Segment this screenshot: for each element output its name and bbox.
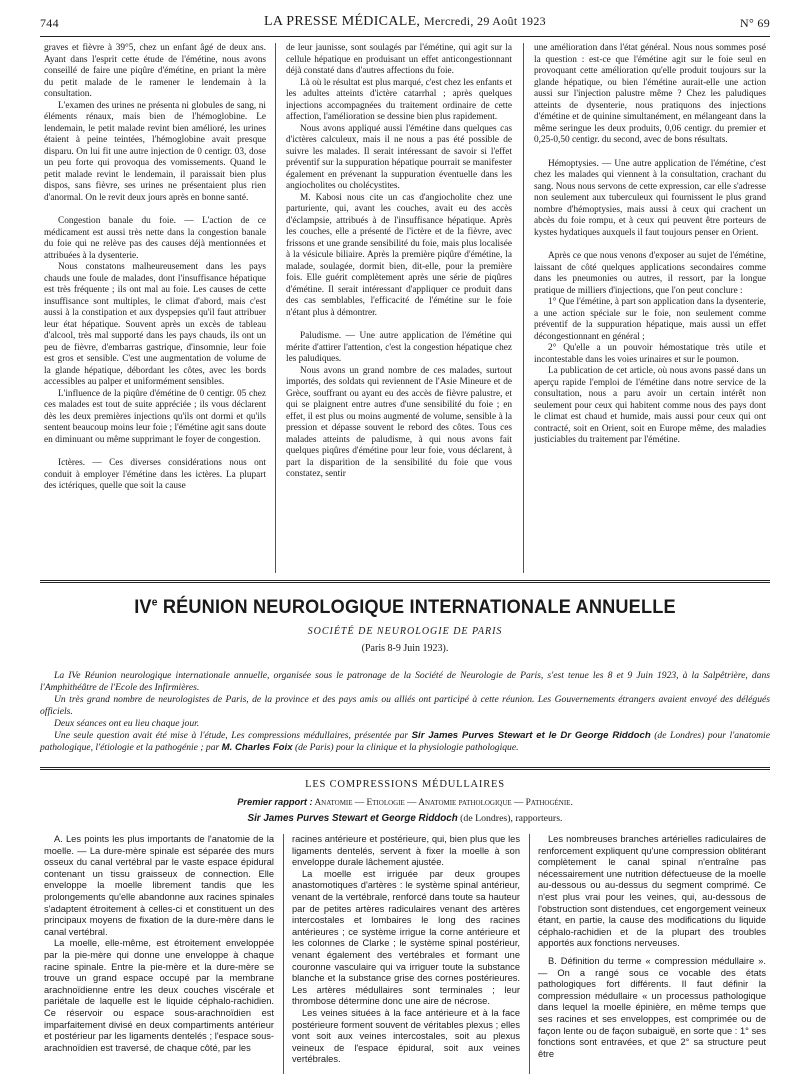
page-header [40, 14, 770, 34]
bottom-column-1 [44, 834, 274, 1074]
report-label: Premier rapport : [237, 797, 313, 807]
issue-number: N° 69 [740, 16, 770, 30]
society-name: SOCIÉTÉ DE NEUROLOGIE DE PARIS [307, 626, 503, 637]
header-rule [40, 36, 770, 37]
rapporteur-names-2: M. Charles Foix [221, 742, 293, 753]
column-divider [275, 43, 276, 573]
rapporteur-names-1: Sir James Purves Stewart et le Dr George Riddoch [411, 730, 651, 741]
intro-paragraph: La IVe Réunion neurologique internationale annuelle, organisée sous le patronage de la Société de Neurologie de Paris, s'est tenue les 8 et 9 Juin 1923, à la Salpêtrière, dans l'Amphithéâtre de l'Ecole des Infirmières. [40, 670, 770, 693]
paragraph-congestion: Congestion banale du foie. — L'action de ce médicament est aussi très nette dans la congestion banale du foie qui ne relève pas des causes déjà mentionnées et attribuées à la dysenterie. [44, 216, 266, 261]
title-rest: RÉUNION NEUROLOGIQUE INTERNATIONALE ANNUELLE [157, 596, 676, 618]
conference-dates: (Paris 8-9 Juin 1923). [361, 643, 449, 654]
top-column-2 [286, 43, 512, 573]
paragraph: Nous avons appliqué aussi l'émétine dans quelques cas d'ictères calculeux, mais il ne nous a pas été possible de suivre les malades. Il serait intéressant de savoir si l'effet préventif sur la suppuration hépatique pourrait se manifester également en prévenant la suppuration éventuelle dans les angiocholites ou cholécystites. [286, 123, 512, 191]
page-number: 744 [40, 16, 59, 30]
paragraph: graves et fièvre à 39°5, chez un enfant âgé de deux ans. Ayant dans l'esprit cette étude de l'émétine, nous avons conseillé de faire une piqûre d'émétine, en priant la mère du petit malade de le ramener le lendemain à la consultation. [44, 43, 266, 99]
intro-text: (de Paris) pour la clinique et la physiologie pathologique. [292, 742, 519, 753]
column-divider [523, 43, 524, 573]
intro-text: Une seule question avait été mise à l'étude, Les compressions médullaires, présentée par [54, 730, 412, 741]
paragraph: Là où le résultat est plus marqué, c'est chez les enfants et les adultes atteints d'ictère catarrhal ; après quelques injections accompagnées du traitement ordinaire de cette affection, l'amélioration se dessine bien plus rapidement. [286, 77, 512, 122]
paragraph: La publication de cet article, où nous avons passé dans un aperçu rapide l'emploi de l'émétine dans notre service de la consultation, nous a paru avoir un certain intérêt non seulement pour ceux qui habitent comme nous des pays dont le climat est chaud et humide, mais aussi pour ceux qui ont contracté, soit en Orient, soit en Europe même, des maladies justiciables du traitement par l'émétine. [534, 366, 766, 445]
paragraph-icteres: Ictères. — Ces diverses considérations nous ont conduit à employer l'émétine dans les ictères. La plupart des ictériques, quelle que soit la cause [44, 458, 266, 491]
report-authors [40, 813, 770, 824]
paragraph: Nous constatons malheureusement dans les pays chauds une foule de malades, dont l'insuffisance hépatique est très fréquente ; ils ont mal au foie. Les causes de cette insuffisance sont multiples, le climat d'abord, mais c'est aussi à la constipation et aux dyspepsies qu'il faut attribuer leur état hépatique. Souvent après un excès de tableau d'alcool, très mal supporté dans les pays chauds, ils ont un peu de fièvre, d'embarras gastrique, d'insomnie, leur foie est gros et sensible. C'est une augmentation de volume de la glande hépatique, débordant les côtes, avec les bords accessibles au palper et uniformément sensibles. [44, 262, 266, 387]
paragraph-hemoptysies: Hémoptysies. — Une autre application de l'émétine, c'est chez les malades qui viennent à la consultation, crachant du sang. Nous nous servons de cette expression, car elle s'adresse non seulement aux tuberculeux qui fournissent le plus grand nombre d'hémoptysies, mais aussi à ceux qui crachent un abcès du foie rompu, et à ceux qui peuvent être porteurs de kystes hydatiques auxquels il faut toujours penser en Orient. [534, 158, 766, 238]
title-roman: IV [134, 596, 152, 618]
top-column-3 [534, 43, 766, 573]
report-topics: Anatomie — Etiologie — Anatomie pathologique — Pathogénie. [312, 798, 573, 808]
author-names: Sir James Purves Stewart et George Riddoch [247, 813, 458, 824]
paragraph-paludisme: Paludisme. — Une autre application de l'émétine qui mérite d'attirer l'attention, c'est la congestion hépatique chez les paludiques. [286, 331, 512, 364]
report-line [40, 797, 770, 808]
conference-title [66, 596, 745, 619]
bottom-column-3 [538, 834, 766, 1074]
section-rule [40, 767, 770, 770]
column-divider [529, 834, 530, 1074]
section-rule [40, 580, 770, 583]
conference-intro [40, 670, 770, 754]
paragraph: 2° Qu'elle a un pouvoir hémostatique très utile et incontestable dans les voies urinaires et sur le poumon. [534, 343, 766, 365]
paragraph: M. Kabosi nous cite un cas d'angiocholite chez une parturiente, qui, avant les couches, avait eu des accès d'éclampsie, attribués à de l'insuffisance hépatique. Après les couches, elle a présenté de l'ictère et de la fièvre, avec frissons et une grande sensibilité du foie, mais plus localisée à la vésicule biliaire. Après la première piqûre d'émétine, la malade, soulagée, dormit bien, dit-elle, pour la première fois. Elle guérit complètement après une série de piqûres d'émétine. Il serait intéressant d'appliquer ce produit dans des cas semblables, l'efficacité de l'émétine sur le foie n'étant plus à démontrer. [286, 192, 512, 318]
intro-paragraph-rapporteurs [40, 730, 770, 754]
paragraph: L'examen des urines ne présenta ni globules de sang, ni éléments rénaux, mais bien de l'hémoglobine. Le lendemain, le petit malade revint bien amélioré, les urines étaient à peine teintées, l'hémoglobine avait presque disparu. On lui fit une autre injection de 0 centigr. 03, dose un peu forte qui provoqua des vomissements. Quand le petit malade revint le lendemain, il paraissait bien plus dispos, sans fièvre, ses urines ne présentaient plus rien d'anormal. On le revit deux jours après en bonne santé. [44, 100, 266, 203]
journal-title: LA PRESSE MÉDICALE, [264, 14, 421, 29]
column-divider [283, 834, 284, 1074]
author-rest: (de Londres), rapporteurs. [457, 813, 563, 824]
paragraph-definition: B. Définition du terme « compression médullaire ». — On a rangé sous ce vocable des états pathologiques fort différents. Il faut définir la compression médullaire « un processus pathologique dans lequel la moelle épinière, en même temps que ses racines et ses enveloppes, est comprimée ou de façon lente ou de façon subaiguë, en sorte que : 1° ses fonctions sont entravées, et que 2° sa structure peut être [538, 955, 766, 1059]
paragraph: La moelle, elle-même, est étroitement enveloppée par la pie-mère qui donne une enveloppe à chaque racine spinale. Entre la pie-mère et la dure-mère se trouve un grand espace occupé par la membrane arachnoïdienne entre les deux couches viscérale et pariétale de laquelle est le liquide céphalo-rachidien. Ce réservoir ou espace sous-arachnoïdien est imparfaitement divisé en deux compartiments antérieur et postérieur par les ligaments dentelés ; l'espace sous-arachnoïdien est traversé, de chaque côté, par les [44, 938, 274, 1053]
issue-date: Mercredi, 29 Août 1923 [424, 14, 546, 28]
paragraph: racines antérieure et postérieure, qui, bien plus que les ligaments dentelés, servent à fixer la moelle à son enveloppe durale lâchement ajustée. [292, 834, 520, 868]
newspaper-page [40, 0, 770, 1082]
intro-paragraph: Un très grand nombre de neurologistes de Paris, de la province et des pays amis ou alliés ont participé à cette réunion. Les Gouvernements étrangers avaient envoyé des délégués officiels. [40, 694, 770, 717]
paragraph: Les nombreuses branches artérielles radiculaires de renforcement expliquent qu'une compression oblitérant complètement le canal spinal n'entraîne pas nécessairement une nutrition défectueuse de la moelle au-dessous ou au-dessus du segment comprimé. Ce n'est plus vrai pour les veines, qui, au-dessous de l'obstruction sont distendues, cet engorgement veineux étant, en partie, la cause des modifications du liquide céphalo-rachidien et de la plupart des troubles apportés aux fonctions nerveuses. [538, 834, 766, 949]
bottom-column-2 [292, 834, 520, 1074]
title-sup: e [151, 596, 158, 609]
paragraph: Nous avons un grand nombre de ces malades, surtout importés, des soldats qui reviennent de l'Asie Mineure et de Grèce, souffrant ou ayant eu des accès de fièvre palustre, et qui se plaignent entre autres d'une sensibilité du foie ; en effet, il est plus ou moins augmenté de volume, sensible à la pression et dépasse souvent le rebord des côtes. Tous ces malades atteints de paludisme, à qui nous avons fait quelques piqûres d'émétine pour leur foie, vous déclarent, à part la disparition de la sensibilité du foie que vous constatez, sentir [286, 365, 512, 479]
paragraph: 1° Que l'émétine, à part son application dans la dysenterie, a une action spéciale sur le foie, non seulement comme préventif de la suppuration hépatique, mais aussi un effet décongestionnant en général ; [534, 297, 766, 342]
paragraph: une amélioration dans l'état général. Nous nous sommes posé la question : est-ce que l'émétine agit sur le foie seul en provoquant cette amélioration qu'elle produit toujours sur la glande hépatique, ou bien l'émétine aurait-elle une action aussi sur l'injection palustre même ? Chez les paludiques atteints de dysenterie, nous pratiquons des injections d'émétine et de quinine simultanément, en mélangeant dans la même seringue les deux produits, 0,06 centigr. du premier et 0,25-0,50 centigr. du second, avec de bons résultats. [534, 43, 766, 145]
journal-line [40, 14, 770, 30]
section-title: LES COMPRESSIONS MÉDULLAIRES [305, 779, 505, 790]
paragraph: L'influence de la piqûre d'émétine de 0 centigr. 05 chez ces malades est tout de suite appréciée ; ils vous déclarent dès les deux premières injections qu'ils ont dormi et qu'ils sentent beaucoup moins leur foie ; l'émétine agit sans doute en diminuant ou même supprimant le foyer de congestion. [44, 388, 266, 445]
paragraph: de leur jaunisse, sont soulagés par l'émétine, qui agit sur la cellule hépatique en produisant un effet anticongestionnant déjà constaté dans d'autres affections du foie. [286, 43, 512, 76]
intro-text: (de Londres) pour l'anatomie pathologique, l'étiologie et la pathogénie ; par [40, 730, 770, 753]
intro-paragraph: Deux séances ont eu lieu chaque jour. [54, 718, 200, 729]
paragraph-anatomie: A. Les points les plus importants de l'anatomie de la moelle. — La dure-mère spinale est séparée des murs osseux du canal vertébral par le vaste espace épidural contenant un tissu graisseux de connection. Elle enveloppe la moelle librement tandis que les prolongements qu'elle abandonne aux racines spinales s'adaptent étroitement à celles-ci et constituent un des principaux moyens de fixation de la dure-mère dans le canal vertébral. [44, 834, 274, 937]
paragraph: Après ce que nous venons d'exposer au sujet de l'émétine, laissant de côté quelques applications secondaires comme dans les pneumonies ou autres, il ressort, par la longue pratique de milliers d'injections, que l'on peut conclure : [534, 251, 766, 296]
paragraph: La moelle est irriguée par deux groupes anastomotiques d'artères : le système spinal antérieur, venant de la vertébrale, renforcé dans toute sa hauteur par de petites artères radiculaires venant des artères intercostales et lombaires le long des racines antérieures ; ce système irrigue la corne antérieure et les colonnes de Clarke ; le système spinal postérieur, venant également des vertébrales et formant une couronne vasculaire qui va irriguer toute la substance blanche et la substance grise des cornes postérieures. Les artères médullaires sont terminales ; leur thrombose détermine donc une aire de nécrose. [292, 868, 520, 1007]
top-column-1 [44, 43, 266, 573]
paragraph: Les veines situées à la face antérieure et à la face postérieure forment souvent de véritables plexus ; elles vont soit aux veines intercostales, soit au plexus veineux de l'espace épidural, soit aux veines vertébrales. [292, 1007, 520, 1065]
